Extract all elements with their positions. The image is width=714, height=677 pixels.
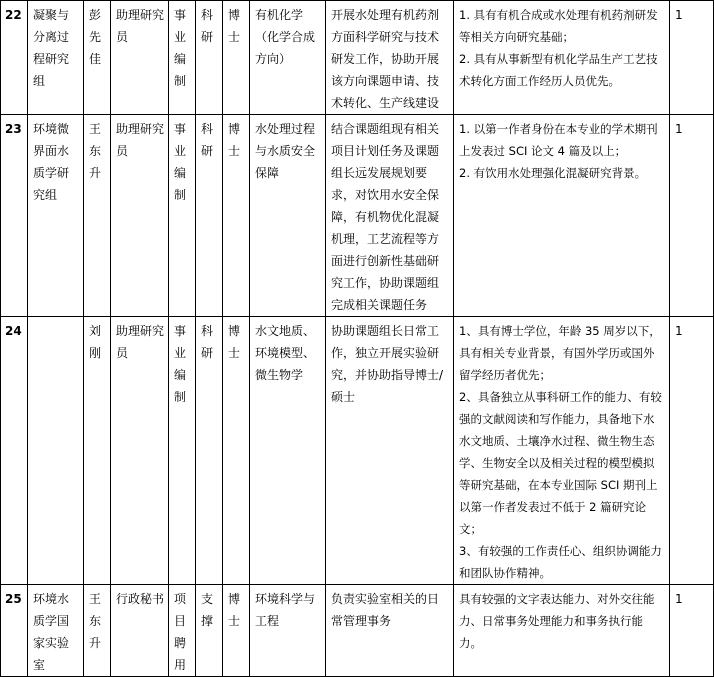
- duties: 开展水处理有机药剂方面科学研究与技术研发工作，协助开展该方向课题申请、技术转化、生产线建设: [331, 8, 440, 110]
- duties-cell: [326, 317, 454, 585]
- position-title: 助理研究员: [116, 122, 165, 158]
- duties: 结合课题组现有相关项目计划任务及课题组长远发展规划要求，对饮用水安全保障，有机物优化混凝机理，工艺流程等方面进行创新性基础研究工作，协助课题组完成相关课题任务: [331, 122, 440, 312]
- staffing-type-cell: [169, 1, 196, 115]
- supervisor-name-cell: [84, 317, 111, 585]
- count-cell: [670, 585, 714, 677]
- duties: 协助课题组长日常工作，独立开展实验研究，并协助指导博士/硕士: [331, 324, 444, 404]
- supervisor-name: 彭先佳: [89, 8, 102, 66]
- major: 有机化学（化学合成方向）: [255, 8, 316, 66]
- duties-cell: [326, 585, 454, 677]
- position-title: 助理研究员: [116, 8, 165, 44]
- education-cell: [223, 585, 250, 677]
- work-field: 支撑: [201, 592, 214, 628]
- department: 凝聚与分离过程研究组: [33, 8, 70, 88]
- major-cell: [250, 1, 326, 115]
- row-number-cell: [1, 585, 28, 677]
- requirements-cell: [454, 1, 670, 115]
- position-title-cell: [111, 585, 169, 677]
- row-number-cell: [1, 317, 28, 585]
- requirement-item: 2. 有饮用水处理强化混凝研究背景。: [459, 166, 647, 180]
- requirements-cell: [454, 317, 670, 585]
- requirement-item: 具有较强的文字表达能力、对外交往能力、日常事务处理能力和事务执行能力。: [459, 592, 655, 650]
- supervisor-name-cell: [84, 1, 111, 115]
- headcount: 1: [675, 324, 683, 338]
- requirements-cell: [454, 115, 670, 317]
- supervisor-name-cell: [84, 115, 111, 317]
- work-field: 科研: [201, 324, 214, 360]
- requirement-item: 1. 以第一作者身份在本专业的学术期刊上发表过 SCI 论文 4 篇及以上；: [459, 122, 658, 158]
- work-field: 科研: [201, 8, 214, 44]
- duties-cell: [326, 115, 454, 317]
- work-field-cell: [196, 115, 223, 317]
- education: 博士: [228, 122, 241, 158]
- position-title-cell: [111, 317, 169, 585]
- requirement-item: 3、有较强的工作责任心、组织协调能力和团队协作精神。: [459, 544, 662, 580]
- major-cell: [250, 115, 326, 317]
- table-row: [1, 585, 714, 677]
- education: 博士: [228, 324, 241, 360]
- department-cell: [28, 317, 84, 585]
- staffing-type-cell: [169, 585, 196, 677]
- row-number: 24: [5, 324, 22, 338]
- staffing-type: 事业编制: [174, 324, 187, 404]
- department: 环境水质学国家实验室: [33, 592, 70, 672]
- staffing-type-cell: [169, 317, 196, 585]
- department-cell: [28, 115, 84, 317]
- table-row: [1, 115, 714, 317]
- requirement-item: 1、具有博士学位，年龄 35 周岁以下，具有相关专业背景，有国外学历或国外留学经历者优先；: [459, 324, 661, 382]
- education: 博士: [228, 8, 241, 44]
- education-cell: [223, 317, 250, 585]
- staffing-type: 事业编制: [174, 122, 187, 202]
- position-title: 行政秘书: [116, 592, 165, 606]
- count-cell: [670, 1, 714, 115]
- education: 博士: [228, 592, 241, 628]
- staffing-type: 项目聘用: [174, 592, 187, 672]
- requirement-item: 2、具备独立从事科研工作的能力、有较强的文献阅读和写作能力，具备地下水水文地质、土壤净水过程、微生物生态学、生物安全以及相关过程的模型模拟等研究基础，在本专业国际 SCI 期刊上以第一作者发表过不低于 2 篇研究论文；: [459, 390, 662, 536]
- count-cell: [670, 317, 714, 585]
- supervisor-name: 王东升: [89, 592, 102, 650]
- department: 环境微界面水质学研究组: [33, 122, 70, 202]
- duties-cell: [326, 1, 454, 115]
- row-number-cell: [1, 115, 28, 317]
- headcount: 1: [675, 122, 683, 136]
- staffing-type-cell: [169, 115, 196, 317]
- work-field-cell: [196, 1, 223, 115]
- headcount: 1: [675, 592, 683, 606]
- headcount: 1: [675, 8, 683, 22]
- work-field-cell: [196, 317, 223, 585]
- position-title-cell: [111, 1, 169, 115]
- row-number: 25: [5, 592, 22, 606]
- table-row: [1, 1, 714, 115]
- table-row: [1, 317, 714, 585]
- requirement-item: 1. 具有有机合成或水处理有机药剂研发等相关方向研究基础；: [459, 8, 658, 44]
- major-cell: [250, 585, 326, 677]
- supervisor-name-cell: [84, 585, 111, 677]
- position-title: 助理研究员: [116, 324, 165, 360]
- count-cell: [670, 115, 714, 317]
- staffing-type: 事业编制: [174, 8, 187, 88]
- requirement-item: 2. 具有从事新型有机化学品生产工艺技术转化方面工作经历人员优先。: [459, 52, 658, 88]
- row-number: 23: [5, 122, 22, 136]
- supervisor-name: 王东升: [89, 122, 102, 180]
- education-cell: [223, 1, 250, 115]
- work-field-cell: [196, 585, 223, 677]
- education-cell: [223, 115, 250, 317]
- supervisor-name: 刘刚: [89, 324, 102, 360]
- position-title-cell: [111, 115, 169, 317]
- department-cell: [28, 1, 84, 115]
- major-cell: [250, 317, 326, 585]
- row-number: 22: [5, 8, 22, 22]
- department-cell: [28, 585, 84, 677]
- major: 环境科学与工程: [255, 592, 316, 628]
- requirements-cell: [454, 585, 670, 677]
- duties: 负责实验室相关的日常管理事务: [331, 592, 440, 628]
- major: 水处理过程与水质安全保障: [255, 122, 316, 180]
- major: 水文地质、环境模型、微生物学: [255, 324, 316, 382]
- row-number-cell: [1, 1, 28, 115]
- work-field: 科研: [201, 122, 214, 158]
